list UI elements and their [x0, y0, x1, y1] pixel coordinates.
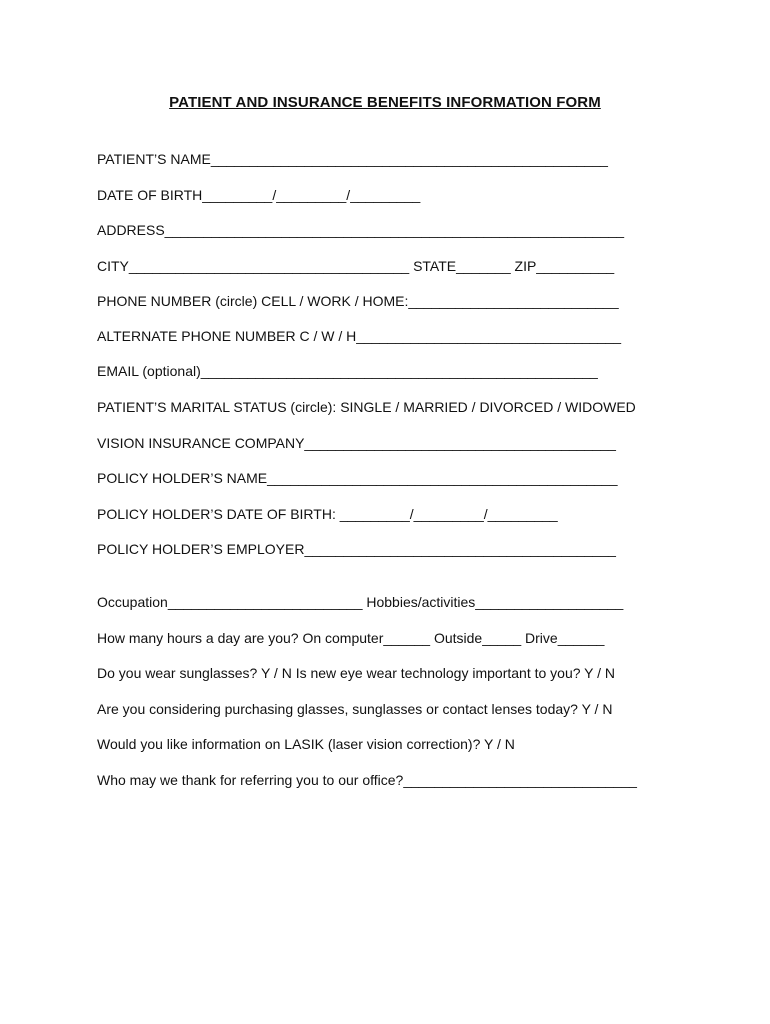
email-field[interactable]: EMAIL (optional)___________________________________________________ [97, 363, 598, 379]
alternate-phone-field[interactable]: ALTERNATE PHONE NUMBER C / W / H__________________________________ [97, 328, 622, 344]
occupation-hobbies-field[interactable]: Occupation_________________________ Hobbies/activities___________________ [97, 594, 624, 610]
city-state-zip-field[interactable]: CITY____________________________________ STATE_______ ZIP__________ [97, 258, 615, 274]
form-title: PATIENT AND INSURANCE BENEFITS INFORMATION FORM [169, 94, 601, 111]
patient-name-field[interactable]: PATIENT’S NAME___________________________________________________ [97, 151, 608, 167]
date-of-birth-field[interactable]: DATE OF BIRTH_________/_________/_________ [97, 187, 421, 203]
marital-status-field[interactable]: PATIENT’S MARITAL STATUS (circle): SINGLE / MARRIED / DIVORCED / WIDOWED [97, 399, 636, 415]
computer-hours-field[interactable]: How many hours a day are you? On computer______ Outside_____ Drive______ [97, 630, 605, 646]
policy-holder-name-field[interactable]: POLICY HOLDER’S NAME_____________________________________________ [97, 470, 618, 486]
phone-number-field[interactable]: PHONE NUMBER (circle) CELL / WORK / HOME:___________________________ [97, 293, 619, 309]
vision-insurance-field[interactable]: VISION INSURANCE COMPANY________________________________________ [97, 435, 616, 451]
referral-field[interactable]: Who may we thank for referring you to our office?______________________________ [97, 772, 637, 788]
policy-holder-dob-field[interactable]: POLICY HOLDER’S DATE OF BIRTH: _________/_________/_________ [97, 506, 558, 522]
policy-holder-employer-field[interactable]: POLICY HOLDER’S EMPLOYER________________________________________ [97, 541, 616, 557]
purchasing-question[interactable]: Are you considering purchasing glasses, sunglasses or contact lenses today? Y / N [97, 701, 613, 717]
sunglasses-question[interactable]: Do you wear sunglasses? Y / N Is new eye wear technology important to you? Y / N [97, 665, 616, 681]
address-field[interactable]: ADDRESS___________________________________________________________ [97, 222, 625, 238]
lasik-question[interactable]: Would you like information on LASIK (laser vision correction)? Y / N [97, 736, 515, 752]
